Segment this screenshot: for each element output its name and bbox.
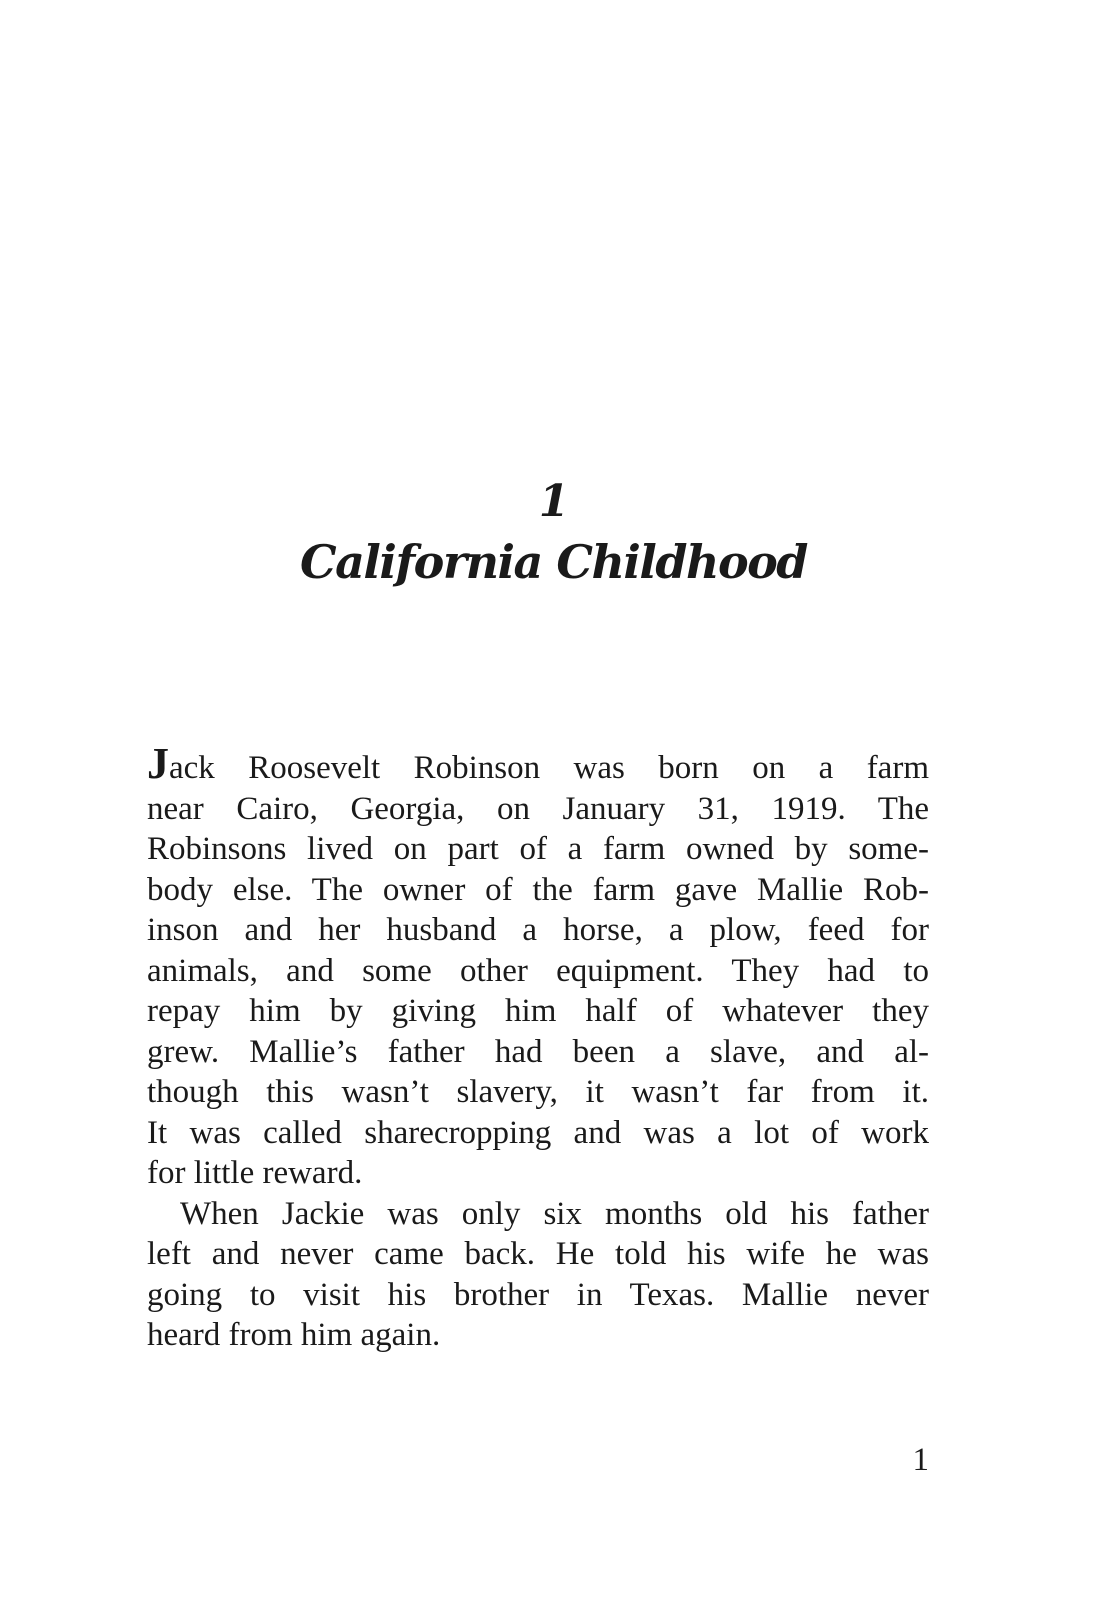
text-line: inson and her husband a horse, a plow, feed for (147, 912, 929, 948)
text-line: Robinsons lived on part of a farm owned by some- (147, 831, 929, 867)
text-line (147, 739, 929, 789)
chapter-title: California Childhood (300, 535, 807, 589)
text-line: heard from him again. (147, 1317, 441, 1353)
drop-cap: J (147, 739, 169, 788)
text-line: near Cairo, Georgia, on January 31, 1919. The (147, 790, 929, 827)
text-line-content: ack Roosevelt Robinson was born on a farm (169, 750, 929, 786)
text-line: animals, and some other equipment. They had to (147, 952, 929, 989)
text-line: left and never came back. He told his wife he was (147, 1236, 929, 1272)
paragraph-1 (147, 739, 929, 1194)
text-line: It was called sharecropping and was a lot of work (147, 1114, 929, 1151)
text-line: When Jackie was only six months old his father (180, 1195, 929, 1232)
text-line: for little reward. (147, 1155, 363, 1191)
paragraph-2 (147, 1194, 929, 1356)
text-line: body else. The owner of the farm gave Mallie Rob- (147, 871, 929, 908)
page-number: 1 (912, 1442, 929, 1478)
text-line: repay him by giving him half of whatever they (147, 993, 929, 1029)
chapter-number: 1 (538, 476, 569, 527)
chapter-body (147, 739, 929, 1356)
text-line: though this wasn’t slavery, it wasn’t far from it. (147, 1074, 929, 1110)
text-line: going to visit his brother in Texas. Mallie never (147, 1276, 929, 1313)
text-line: grew. Mallie’s father had been a slave, and al- (147, 1033, 929, 1070)
